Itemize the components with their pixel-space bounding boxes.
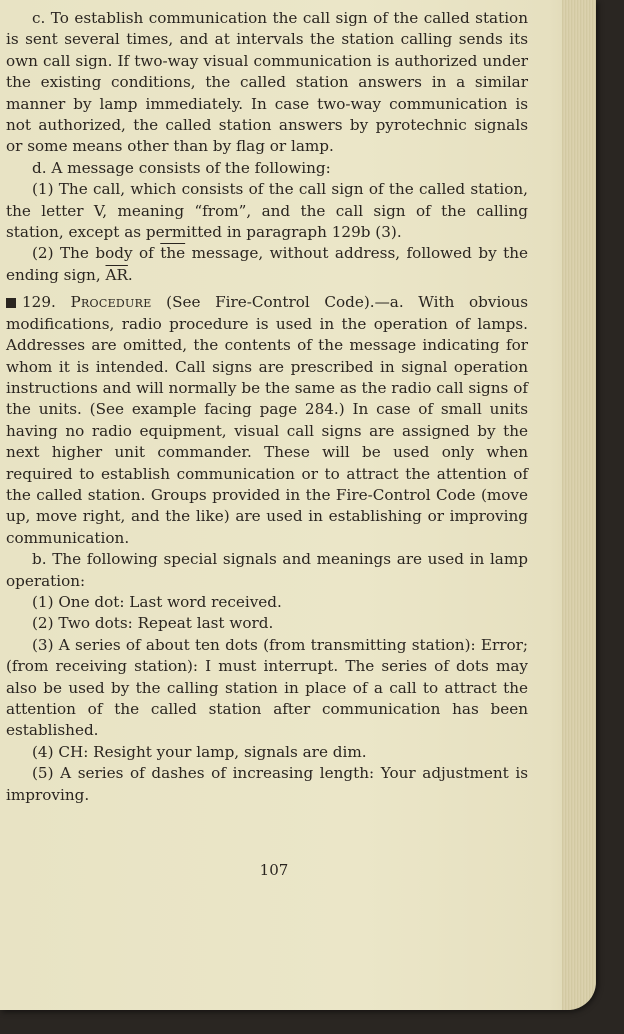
paragraph-d2: (2) The body of $\overline{the}$ message, without address, followed by the ending sign, $\overline{AR}$.	[6, 244, 529, 284]
page-edge	[562, 0, 596, 1010]
section-title: Procedure	[70, 293, 152, 312]
section-129-a: 129. Procedure (See Fire-Control Code).—a. With obvious modifications, radio procedure is used in the operation of lamps. Addresses are omitted, the contents of the message indicating for whom it is intended. Call signs are prescribed in signal operation instructions and will normally be the same as the radio call signs of the units. (See example facing page 284.) In case of small units having no radio equipment, visual call signs are assigned by the next higher unit commander. These will be used only when required to establish communication or to attract the attention of the called station. Groups provided in the Fire-Control Code (move up, move right, and the like) are used in establishing or improving communication.	[6, 293, 529, 547]
page-number: 107	[259, 861, 289, 879]
paragraph-b3: (3) A series of about ten dots (from transmitting station): Error; (from receiving station): I must interrupt. The series of dots may also be used by the calling station in place of a call to attract the attention of the called station after communication has been established.	[6, 635, 528, 740]
section-bullet-icon	[6, 298, 16, 308]
paragraph-d1: (1) The call, which consists of the call sign of the called station, the letter V, meaning “from”, and the call sign of the calling station, except as permitted in paragraph 129b (3).	[6, 180, 528, 242]
section-number: 129.	[22, 293, 56, 312]
page-text	[6, 8, 528, 806]
paragraph-c: c. To establish communication the call sign of the called station is sent several times, and at intervals the station calling sends its own call sign. If two-way visual communication is authorized under the existing conditions, the called station answers in a similar manner by lamp immediately. In case two-way communication is not authorized, the called station answers by pyrotechnic signals or some means other than by flag or lamp.	[6, 9, 528, 156]
paragraph-b: b. The following special signals and meanings are used in lamp operation:	[6, 550, 528, 590]
paragraph-b4: (4) CH: Resight your lamp, signals are dim.	[32, 742, 367, 761]
paragraph-b1: (1) One dot: Last word received.	[32, 592, 282, 611]
paragraph-b5: (5) A series of dashes of increasing length: Your adjustment is improving.	[6, 764, 528, 804]
paragraph-d: d. A message consists of the following:	[32, 158, 331, 177]
paragraph-b2: (2) Two dots: Repeat last word.	[32, 614, 274, 633]
